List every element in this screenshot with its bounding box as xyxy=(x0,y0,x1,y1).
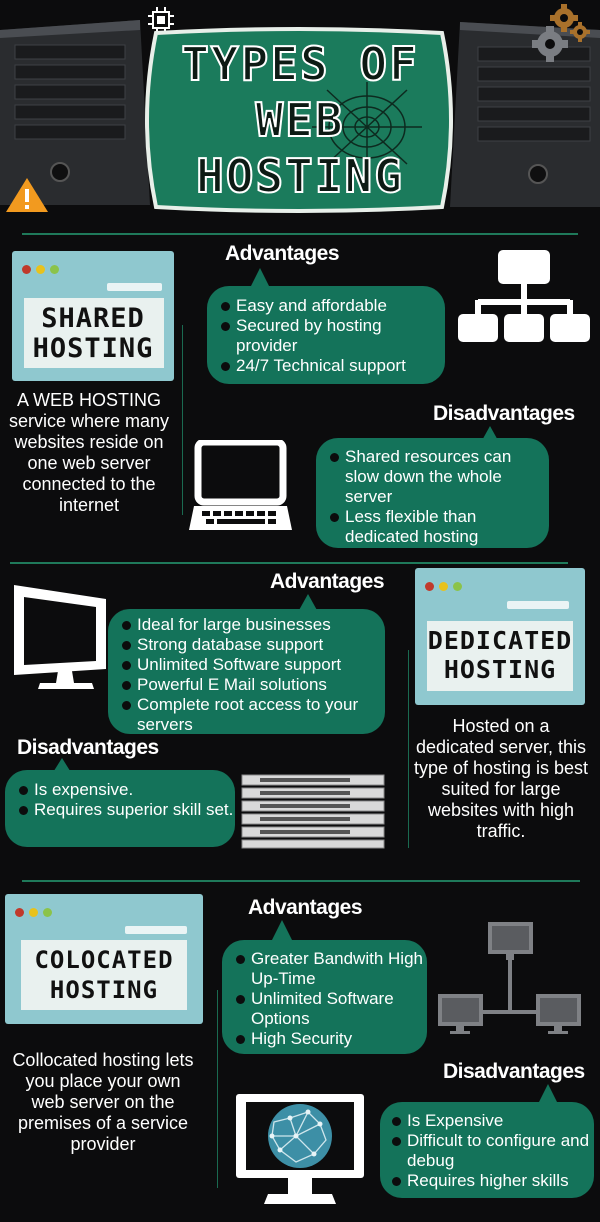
colocated-description: Collocated hosting lets you place your own web server on the premises of a service provider xyxy=(12,1050,194,1154)
network-monitors-icon xyxy=(438,920,583,1040)
box-line-1: COLOCATED xyxy=(34,946,174,974)
section-divider xyxy=(22,880,580,882)
colocated-advantages-bubble xyxy=(222,940,427,1054)
list-item: 24/7 Technical support xyxy=(221,356,445,376)
box-line-2: HOSTING xyxy=(32,333,154,364)
page-title xyxy=(150,36,450,204)
title-line-2: WEB xyxy=(255,93,345,147)
dedicated-disadvantages-bubble xyxy=(5,770,235,847)
shared-hosting-box xyxy=(12,251,174,381)
list-item: Greater Bandwith High Up-Time xyxy=(236,949,427,989)
header xyxy=(0,0,600,225)
list-item: Requires higher skills xyxy=(392,1171,594,1191)
sitemap-icon xyxy=(458,250,593,345)
dedicated-disadvantages-heading: Disadvantages xyxy=(17,736,159,759)
list-item: Difficult to configure and debug xyxy=(392,1131,594,1171)
title-line-1: TYPES OF xyxy=(181,37,419,91)
box-line-1: SHARED xyxy=(41,303,145,334)
shared-disadvantages-bubble xyxy=(316,438,549,548)
bubble-tail xyxy=(538,1084,558,1104)
laptop-icon xyxy=(188,440,293,532)
list-item: Less flexible than dedicated hosting xyxy=(330,507,549,547)
dedicated-hosting-box xyxy=(415,568,585,705)
shared-hosting-label xyxy=(12,305,174,362)
globe-monitor-icon xyxy=(234,1092,366,1212)
box-line-2: HOSTING xyxy=(49,976,159,1004)
list-item: Is expensive. xyxy=(19,780,235,800)
colocated-hosting-label xyxy=(5,948,203,1002)
title-line-3: HOSTING xyxy=(196,149,404,203)
section-divider xyxy=(10,562,568,564)
list-item: Complete root access to your servers xyxy=(122,695,385,735)
colocated-disadvantages-bubble xyxy=(380,1102,594,1198)
shared-advantages-bubble xyxy=(207,286,445,384)
list-item: Powerful E Mail solutions xyxy=(122,675,385,695)
list-item: Ideal for large businesses xyxy=(122,615,385,635)
dedicated-advantages-bubble xyxy=(108,609,385,734)
vertical-divider xyxy=(182,325,183,515)
bubble-tail xyxy=(272,920,292,940)
list-item: Is Expensive xyxy=(392,1111,594,1131)
list-item: Requires superior skill set. xyxy=(19,800,235,820)
dedicated-hosting-label xyxy=(415,628,585,682)
list-item: Easy and affordable xyxy=(221,296,445,316)
box-line-2: HOSTING xyxy=(443,655,557,684)
vertical-divider xyxy=(217,990,218,1188)
list-item: Secured by hosting provider xyxy=(221,316,445,356)
section-divider xyxy=(22,233,578,235)
colocated-hosting-box xyxy=(5,894,203,1024)
warning-icon xyxy=(4,176,50,214)
dedicated-advantages-heading: Advantages xyxy=(270,570,385,593)
monitor-icon xyxy=(10,583,110,691)
gears-icon xyxy=(528,4,594,66)
dedicated-description: Hosted on a dedicated server, this type of hosting is best suited for large websites with high traffic. xyxy=(413,716,589,841)
server-rack-icon xyxy=(240,773,386,849)
shared-disadvantages-heading: Disadvantages xyxy=(433,402,575,425)
list-item: Strong database support xyxy=(122,635,385,655)
list-item: High Security xyxy=(236,1029,427,1049)
shared-advantages-heading: Advantages xyxy=(225,242,340,265)
bubble-tail xyxy=(250,268,270,288)
vertical-divider xyxy=(408,650,409,848)
shared-description: A WEB HOSTING service where many websites reside on one web server connected to the internet xyxy=(8,390,170,515)
list-item: Unlimited Software Options xyxy=(236,989,427,1029)
list-item: Unlimited Software support xyxy=(122,655,385,675)
colocated-disadvantages-heading: Disadvantages xyxy=(443,1060,585,1083)
colocated-advantages-heading: Advantages xyxy=(248,896,363,919)
list-item: Shared resources can slow down the whole server xyxy=(330,447,549,507)
box-line-1: DEDICATED xyxy=(427,626,573,655)
